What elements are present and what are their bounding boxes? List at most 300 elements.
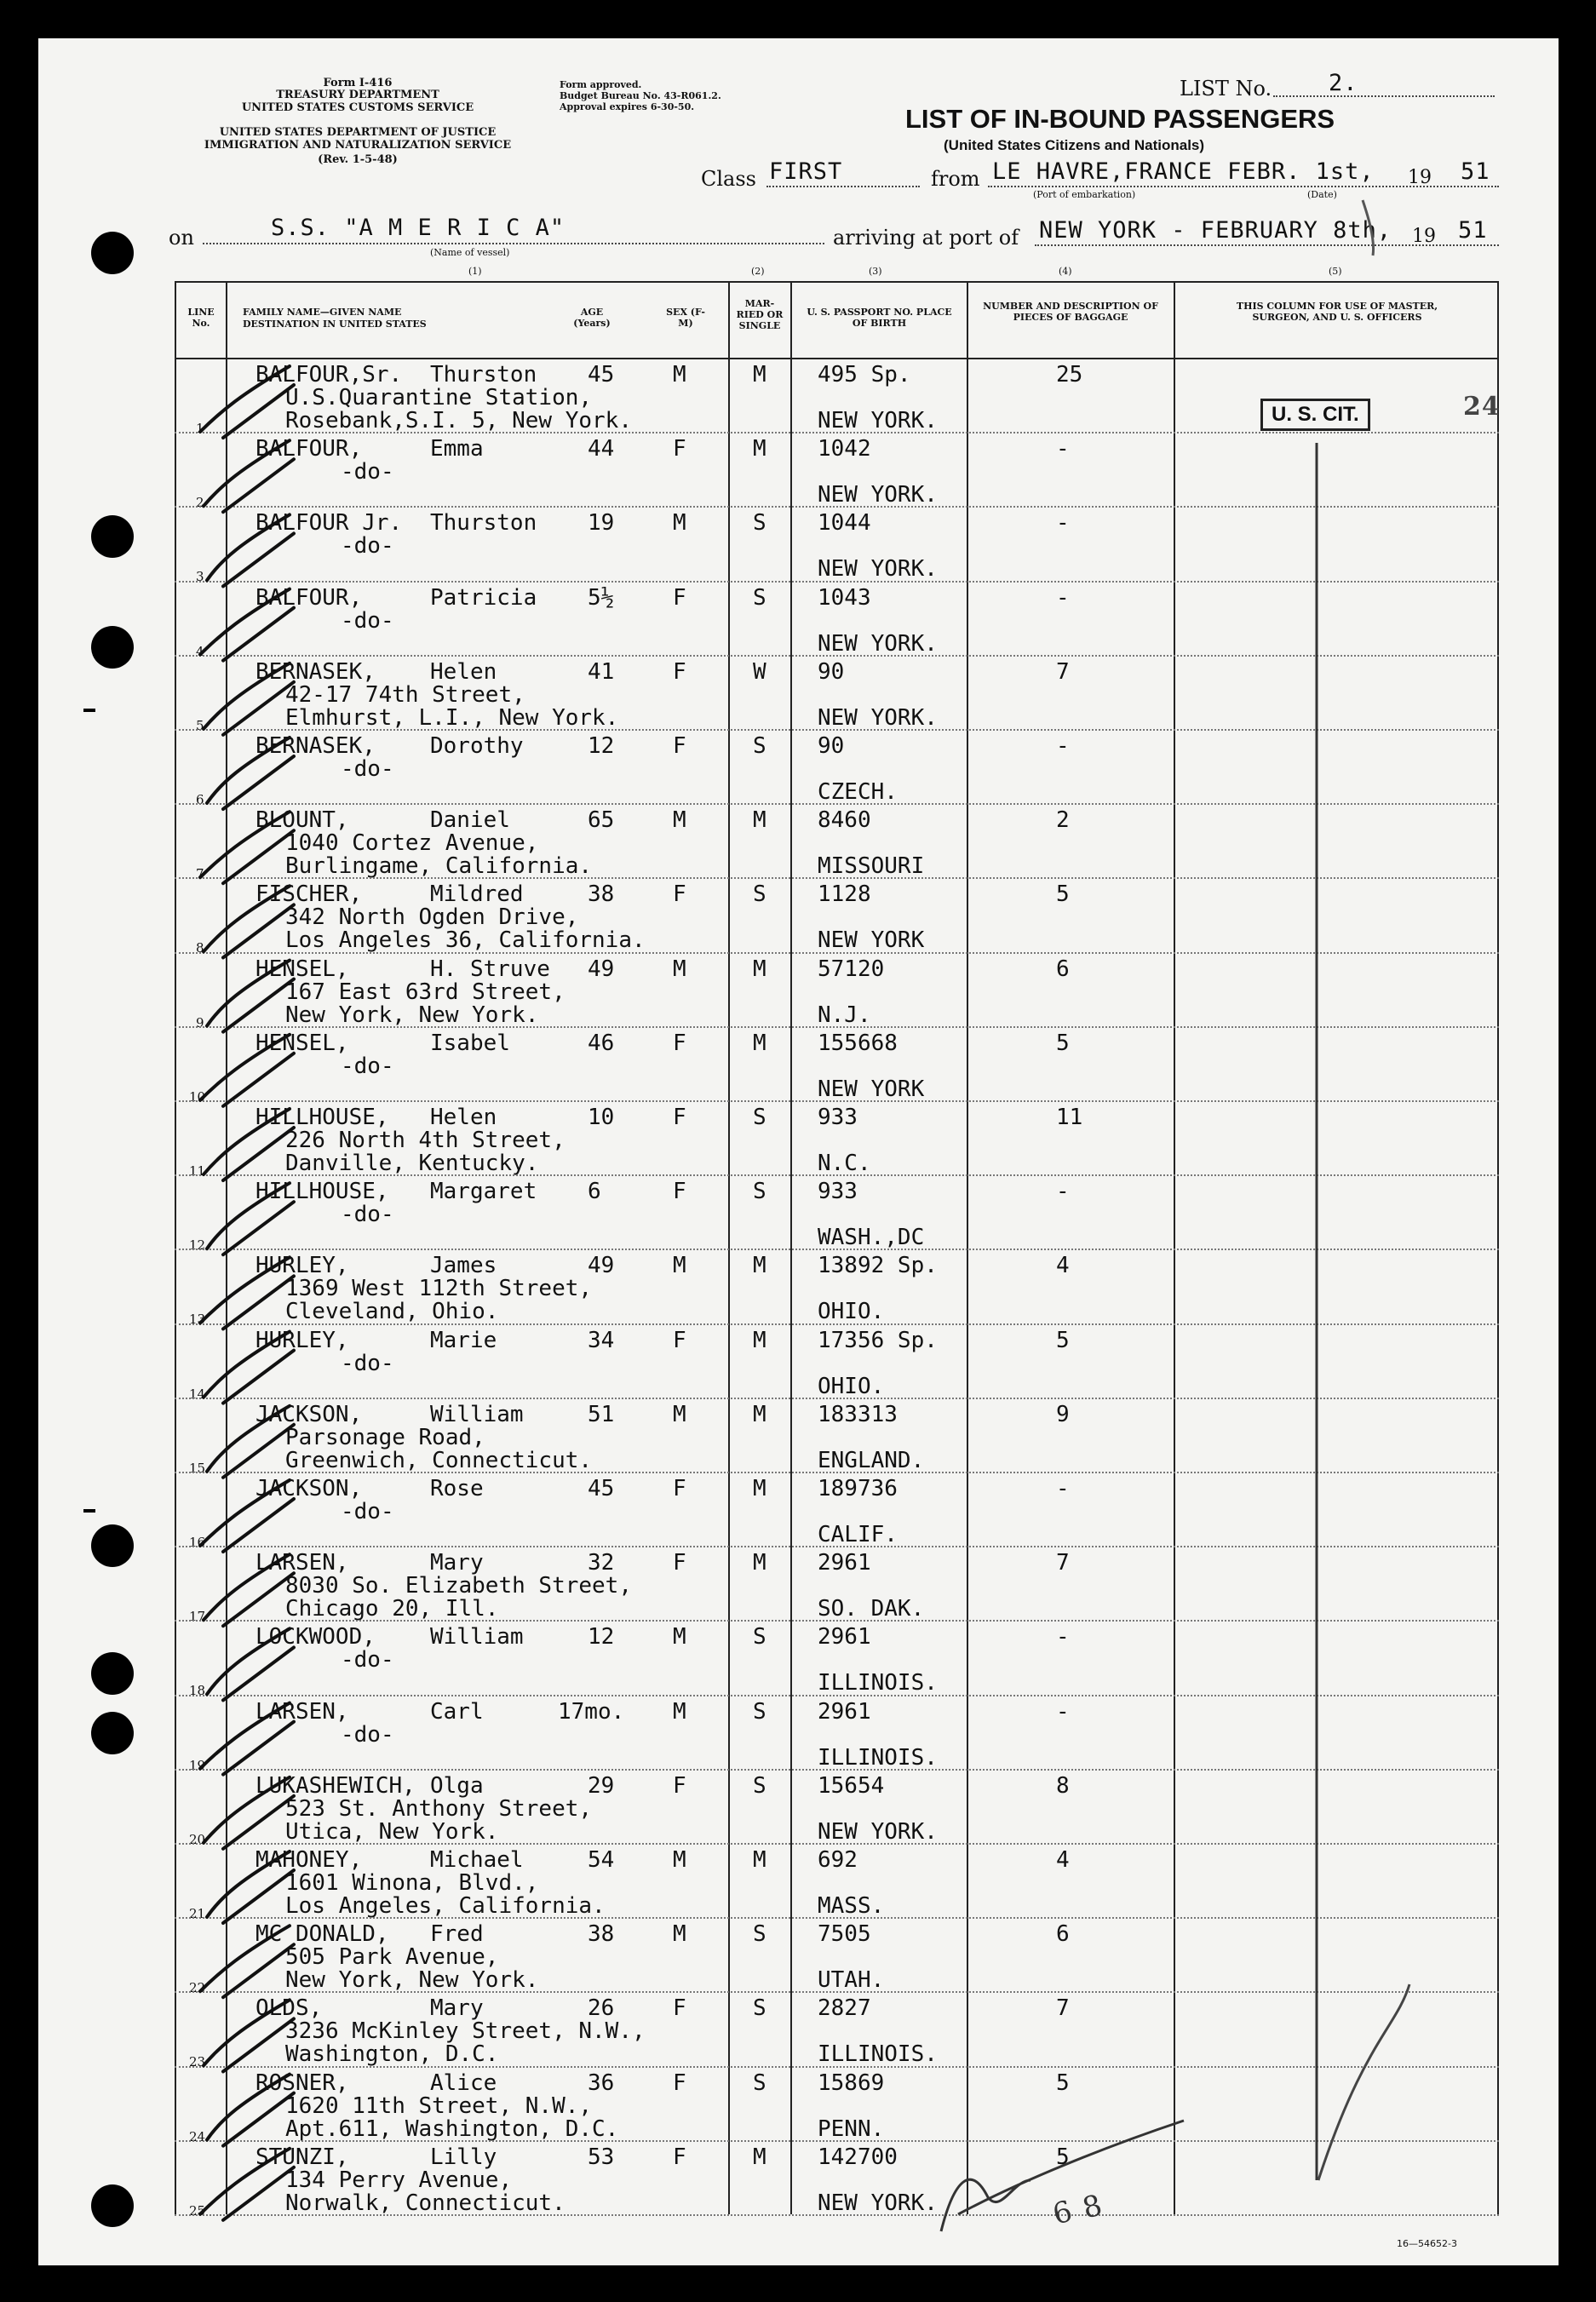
given-name: Alice [430,2070,497,2096]
line-number: 20 [189,1831,206,1847]
department-immigration: IMMIGRATION AND NATURALIZATION SERVICE [204,139,512,152]
address-line-2: Los Angeles, California. [285,1893,606,1919]
age: 17mo. [558,1698,625,1725]
marital-status: M [753,1847,766,1873]
line-number: 18 [189,1683,206,1699]
passport-number: 17356 Sp. [818,1327,938,1353]
age: 36 [588,2070,615,2096]
sex: F [673,1105,686,1130]
given-name: Rose [430,1476,484,1501]
marital-status: W [753,658,766,685]
address-line-1: 1601 Winona, Blvd., [285,1870,539,1896]
age: 45 [588,362,615,387]
given-name: Helen [430,658,497,685]
given-name: Helen [430,1105,497,1130]
given-name: Isabel [430,1030,510,1056]
age: 49 [588,1253,615,1279]
place-of-birth: ILLINOIS. [818,1670,938,1696]
marital-status: M [753,436,766,462]
sex: F [673,1030,686,1056]
line-number: 24 [189,2128,206,2144]
address-line-1: -do- [341,1721,394,1748]
from-value: LE HAVRE,FRANCE FEBR. 1st, [992,158,1375,185]
passport-number: 1044 [818,510,871,537]
age: 10 [588,1105,615,1130]
punch-hole [91,2184,134,2227]
address-line-1: -do- [341,1499,394,1524]
baggage-count: - [1056,1179,1070,1205]
sex: F [673,436,686,462]
baggage-count: - [1056,1624,1070,1650]
age: 29 [588,1772,615,1799]
marital-status: S [753,1921,766,1948]
surname: JACKSON, [255,1476,363,1501]
surname: HENSEL, [255,956,349,982]
department-justice: UNITED STATES DEPARTMENT OF JUSTICE [219,126,497,139]
vessel-caption: (Name of vessel) [430,247,510,258]
punch-hole [91,1524,134,1567]
passport-number: 2961 [818,1698,871,1725]
address-line-2: Norwalk, Connecticut. [285,2190,565,2216]
punch-hole [91,232,134,274]
place-of-birth: CZECH. [818,779,898,805]
address-line-1: -do- [341,1350,394,1376]
age: 34 [588,1327,615,1353]
sex: F [673,1327,686,1353]
place-of-birth: MISSOURI [818,853,925,880]
address-line-1: -do- [341,1053,394,1079]
line-number: 10 [189,1088,206,1105]
column-header-married: MAR-RIED OR SINGLE [736,298,784,331]
department-treasury: TREASURY DEPARTMENT [276,89,439,101]
line-number: 6 [196,792,204,807]
punch-hole [91,515,134,558]
sex: F [673,1772,686,1799]
baggage-count: 5 [1056,2070,1070,2096]
address-line-1: 167 East 63rd Street, [285,979,565,1005]
place-of-birth: NEW YORK. [818,408,938,433]
age: 19 [588,510,615,537]
form-revision: (Rev. 1-5-48) [318,153,398,166]
given-name: Mildred [430,881,524,908]
baggage-count: 5 [1056,881,1070,908]
date-caption: (Date) [1307,189,1337,200]
punch-hole [91,1712,134,1754]
given-name: Carl [430,1698,484,1725]
address-line-2: Utica, New York. [285,1818,499,1845]
place-of-birth: MASS. [818,1893,885,1919]
age: 12 [588,1624,615,1650]
address-line-2: Greenwich, Connecticut. [285,1447,593,1473]
surname: BERNASEK, [255,658,376,685]
baggage-count: - [1056,584,1070,611]
place-of-birth: SO. DAK. [818,1596,925,1622]
page-subtitle: (United States Citizens and Nationals) [944,137,1205,153]
sex: F [673,658,686,685]
address-line-1: -do- [341,756,394,782]
us-citizen-stamp: U. S. CIT. [1260,399,1370,431]
address-line-2: Cleveland, Ohio. [285,1299,499,1325]
address-line-1: -do- [341,533,394,560]
column-number: (4) [1059,266,1072,277]
arrival-year-prefix: 19 [1412,226,1436,247]
passport-number: 90 [818,658,845,685]
surname: HENSEL, [255,1030,349,1056]
given-name: Lilly [430,2144,497,2170]
address-line-1: -do- [341,1202,394,1228]
surname: BALFOUR Jr. [255,510,403,537]
column-number: (5) [1329,266,1342,277]
address-line-2: New York, New York. [285,1967,539,1994]
age: 32 [588,1550,615,1576]
line-number: 13 [189,1312,206,1328]
address-line-1: 1040 Cortez Avenue, [285,830,539,857]
line-number: 2 [196,495,204,511]
baggage-count: 7 [1056,1550,1070,1576]
given-name: Dorothy [430,733,524,759]
passport-number: 15869 [818,2070,885,2096]
marital-status: S [753,1772,766,1799]
column-header-family: FAMILY NAME—GIVEN NAME [243,307,402,318]
given-name: William [430,1624,524,1650]
surname: LARSEN, [255,1698,349,1725]
surname: LARSEN, [255,1550,349,1576]
place-of-birth: UTAH. [818,1967,885,1994]
sex: M [673,1921,686,1948]
address-line-1: 523 St. Anthony Street, [285,1795,593,1822]
column-header-destination: DESTINATION IN UNITED STATES [243,319,427,330]
marital-status: S [753,1698,766,1725]
line-number: 5 [196,717,204,733]
on-label: on [169,226,194,250]
marital-status: M [753,1550,766,1576]
age: 51 [588,1401,615,1427]
surname: HURLEY, [255,1253,349,1279]
given-name: Olga [430,1772,484,1799]
place-of-birth: NEW YORK. [818,2190,938,2216]
margin-mark [83,1509,95,1513]
address-line-1: 134 Perry Avenue, [285,2167,513,2193]
passport-number: 155668 [818,1030,898,1056]
punch-hole [91,626,134,669]
marital-status: M [753,807,766,834]
age: 45 [588,1476,615,1501]
line-number: 19 [189,1757,206,1773]
age: 5½ [588,584,615,611]
age: 46 [588,1030,615,1056]
surname: LUKASHEWICH, [255,1772,416,1799]
baggage-count: 5 [1056,1030,1070,1056]
sex: F [673,1995,686,2022]
svg-text:6: 6 [1048,2194,1076,2232]
place-of-birth: NEW YORK [818,1076,925,1102]
place-of-birth: N.J. [818,1002,871,1028]
baggage-count: 5 [1056,1327,1070,1353]
line-number: 25 [189,2202,206,2219]
margin-mark [83,709,95,712]
svg-text:8: 8 [1078,2188,1106,2226]
age: 38 [588,1921,615,1948]
line-number: 16 [189,1535,206,1550]
baggage-count: 5 [1056,2144,1070,2170]
surname: HILLHOUSE, [255,1179,389,1205]
sex: M [673,956,686,982]
place-of-birth: NEW YORK. [818,704,938,731]
given-name: Daniel [430,807,510,834]
place-of-birth: PENN. [818,2115,885,2142]
address-line-1: 3236 McKinley Street, N.W., [285,2018,646,2045]
address-line-1: 1369 West 112th Street, [285,1276,593,1302]
line-number: 12 [189,1237,206,1254]
marital-status: S [753,881,766,908]
sex: M [673,1253,686,1279]
column-number: (2) [751,266,765,277]
passport-number: 1043 [818,584,871,611]
baggage-count: 8 [1056,1772,1070,1799]
baggage-count: 11 [1056,1105,1083,1130]
place-of-birth: NEW YORK [818,927,925,954]
sex: F [673,2070,686,2096]
surname: HURLEY, [255,1327,349,1353]
place-of-birth: NEW YORK. [818,556,938,583]
age: 65 [588,807,615,834]
passport-number: 1042 [818,436,871,462]
baggage-count: 25 [1056,362,1083,387]
column-header-sex: SEX (F-M) [666,307,705,329]
margin-count: 24 [1463,392,1501,422]
address-line-2: New York, New York. [285,1002,539,1028]
place-of-birth: NEW YORK. [818,482,938,508]
punch-hole [91,1652,134,1695]
address-line-1: 505 Park Avenue, [285,1944,499,1971]
surname: BALFOUR, [255,584,363,611]
list-number: 2. [1329,70,1358,96]
age: 6 [588,1179,601,1205]
baggage-count: 4 [1056,1253,1070,1279]
sex: F [673,1476,686,1501]
address-line-1: 1620 11th Street, N.W., [285,2092,593,2119]
baggage-count: 6 [1056,1921,1070,1948]
marital-status: M [753,956,766,982]
surname: FISCHER, [255,881,363,908]
line-number: 7 [196,866,204,882]
address-line-2: Danville, Kentucky. [285,1151,539,1176]
surname: BALFOUR, [255,436,363,462]
place-of-birth: OHIO. [818,1373,885,1399]
address-line-2: Chicago 20, Ill. [285,1596,499,1622]
marital-status: M [753,1401,766,1427]
column-header-age: AGE (Years) [573,307,611,329]
place-of-birth: ILLINOIS. [818,2041,938,2068]
sex: M [673,1624,686,1650]
passport-number: 2827 [818,1995,871,2022]
sex: M [673,1698,686,1725]
arrival-port-date: NEW YORK - FEBRUARY 8th, [1039,217,1392,244]
approval-note: Form approved. [560,79,642,90]
page-title: LIST OF IN-BOUND PASSENGERS [905,104,1335,134]
line-number: 15 [189,1460,206,1476]
address-line-1: 42-17 74th Street, [285,681,525,708]
address-line-1: 8030 So. Elizabeth Street, [285,1573,632,1599]
line-number: 23 [189,2054,206,2070]
column-header-line: LINE No. [187,307,215,329]
marital-status: S [753,1995,766,2022]
class-value: FIRST [769,158,843,185]
passport-number: 90 [818,733,845,759]
arrival-year: 51 [1458,217,1488,244]
address-line-1: 342 North Ogden Drive, [285,904,579,931]
place-of-birth: ILLINOIS. [818,1744,938,1771]
department-customs: UNITED STATES CUSTOMS SERVICE [241,101,474,114]
surname: BERNASEK, [255,733,376,759]
line-number: 9 [196,1014,204,1030]
surname: HILLHOUSE, [255,1105,389,1130]
surname: ROSNER, [255,2070,349,2096]
baggage-count: 4 [1056,1847,1070,1873]
sex: F [673,881,686,908]
line-number: 8 [196,940,204,956]
column-header-passport: U. S. PASSPORT NO. PLACE OF BIRTH [807,307,952,329]
baggage-count: - [1056,1698,1070,1725]
surname: BLOUNT, [255,807,349,834]
passport-number: 2961 [818,1624,871,1650]
form-footer: 16—54652-3 [1397,2238,1457,2249]
surname: LOCKWOOD, [255,1624,376,1650]
marital-status: S [753,733,766,759]
passport-number: 183313 [818,1401,898,1427]
passport-number: 15654 [818,1772,885,1799]
given-name: Michael [430,1847,524,1873]
marital-status: S [753,584,766,611]
marital-status: M [753,1476,766,1501]
given-name: Marie [430,1327,497,1353]
marital-status: S [753,1179,766,1205]
line-number: 14 [189,1386,206,1402]
port-caption: (Port of embarkation) [1033,189,1136,200]
address-line-2: Rosebank,S.I. 5, New York. [285,408,632,433]
marital-status: S [753,2070,766,2096]
surname: BALFOUR,Sr. [255,362,403,387]
marital-status: M [753,1253,766,1279]
surname: STUNZI, [255,2144,349,2170]
surname: MAHONEY, [255,1847,363,1873]
from-year: 51 [1461,158,1490,185]
marital-status: M [753,362,766,387]
place-of-birth: CALIF. [818,1522,898,1547]
vessel-name: S.S. "A M E R I C A" [271,215,565,241]
arriving-label: arriving at port of [833,226,1019,250]
age: 54 [588,1847,615,1873]
given-name: Thurston [430,510,537,537]
passport-number: 7505 [818,1921,871,1948]
place-of-birth: ENGLAND. [818,1447,925,1473]
sex: M [673,1401,686,1427]
address-line-1: Parsonage Road, [285,1424,485,1450]
baggage-count: - [1056,733,1070,759]
sex: M [673,362,686,387]
passport-number: 933 [818,1105,858,1130]
given-name: William [430,1401,524,1427]
given-name: Emma [430,436,484,462]
baggage-count: - [1056,510,1070,537]
baggage-count: 9 [1056,1401,1070,1427]
age: 49 [588,956,615,982]
given-name: Fred [430,1921,484,1948]
approval-note: Budget Bureau No. 43-R061.2. [560,90,721,101]
address-line-2: Burlingame, California. [285,853,593,880]
column-number: (3) [869,266,882,277]
approval-note: Approval expires 6-30-50. [560,101,695,112]
from-label: from [931,167,980,191]
marital-status: S [753,510,766,537]
marital-status: M [753,1030,766,1056]
surname: JACKSON, [255,1401,363,1427]
surname: MC DONALD, [255,1921,389,1948]
passport-number: 13892 Sp. [818,1253,938,1279]
sex: M [673,510,686,537]
given-name: Mary [430,1550,484,1576]
age: 26 [588,1995,615,2022]
sex: F [673,1550,686,1576]
age: 53 [588,2144,615,2170]
age: 12 [588,733,615,759]
passport-number: 142700 [818,2144,898,2170]
line-number: 3 [196,569,204,585]
baggage-count: 2 [1056,807,1070,834]
passport-number: 57120 [818,956,885,982]
marital-status: S [753,1624,766,1650]
line-number: 11 [189,1163,206,1179]
line-number: 21 [189,1906,206,1921]
class-label: Class [701,167,756,191]
sex: F [673,733,686,759]
passport-number: 692 [818,1847,858,1873]
place-of-birth: N.C. [818,1151,871,1176]
given-name: Patricia [430,584,537,611]
marital-status: M [753,1327,766,1353]
column-header-officers: THIS COLUMN FOR USE OF MASTER, SURGEON, AND U. S. OFFICERS [1236,301,1438,323]
address-line-1: 226 North 4th Street, [285,1128,565,1153]
address-line-1: -do- [341,459,394,485]
place-of-birth: NEW YORK. [818,1818,938,1845]
passport-number: 933 [818,1179,858,1205]
sex: M [673,1847,686,1873]
address-line-1: -do- [341,607,394,634]
place-of-birth: NEW YORK. [818,630,938,657]
passport-number: 1128 [818,881,871,908]
sex: F [673,1179,686,1205]
passport-number: 2961 [818,1550,871,1576]
passport-number: 495 Sp. [818,362,911,387]
place-of-birth: WASH.,DC [818,1225,925,1251]
baggage-count: 6 [1056,956,1070,982]
surname: OLDS, [255,1995,323,2022]
from-year-prefix: 19 [1408,167,1432,188]
address-line-1: -do- [341,1647,394,1673]
column-header-baggage: NUMBER AND DESCRIPTION OF PIECES OF BAGGAGE [983,301,1158,323]
given-name: Margaret [430,1179,537,1205]
address-line-1: U.S.Quarantine Station, [285,385,593,410]
line-number: 17 [189,1609,206,1625]
given-name: H. Struve [430,956,550,982]
sex: F [673,2144,686,2170]
passport-number: 8460 [818,807,871,834]
given-name: Mary [430,1995,484,2022]
baggage-count: 7 [1056,658,1070,685]
marital-status: M [753,2144,766,2170]
line-number: 1 [196,421,204,436]
baggage-count: - [1056,1476,1070,1501]
